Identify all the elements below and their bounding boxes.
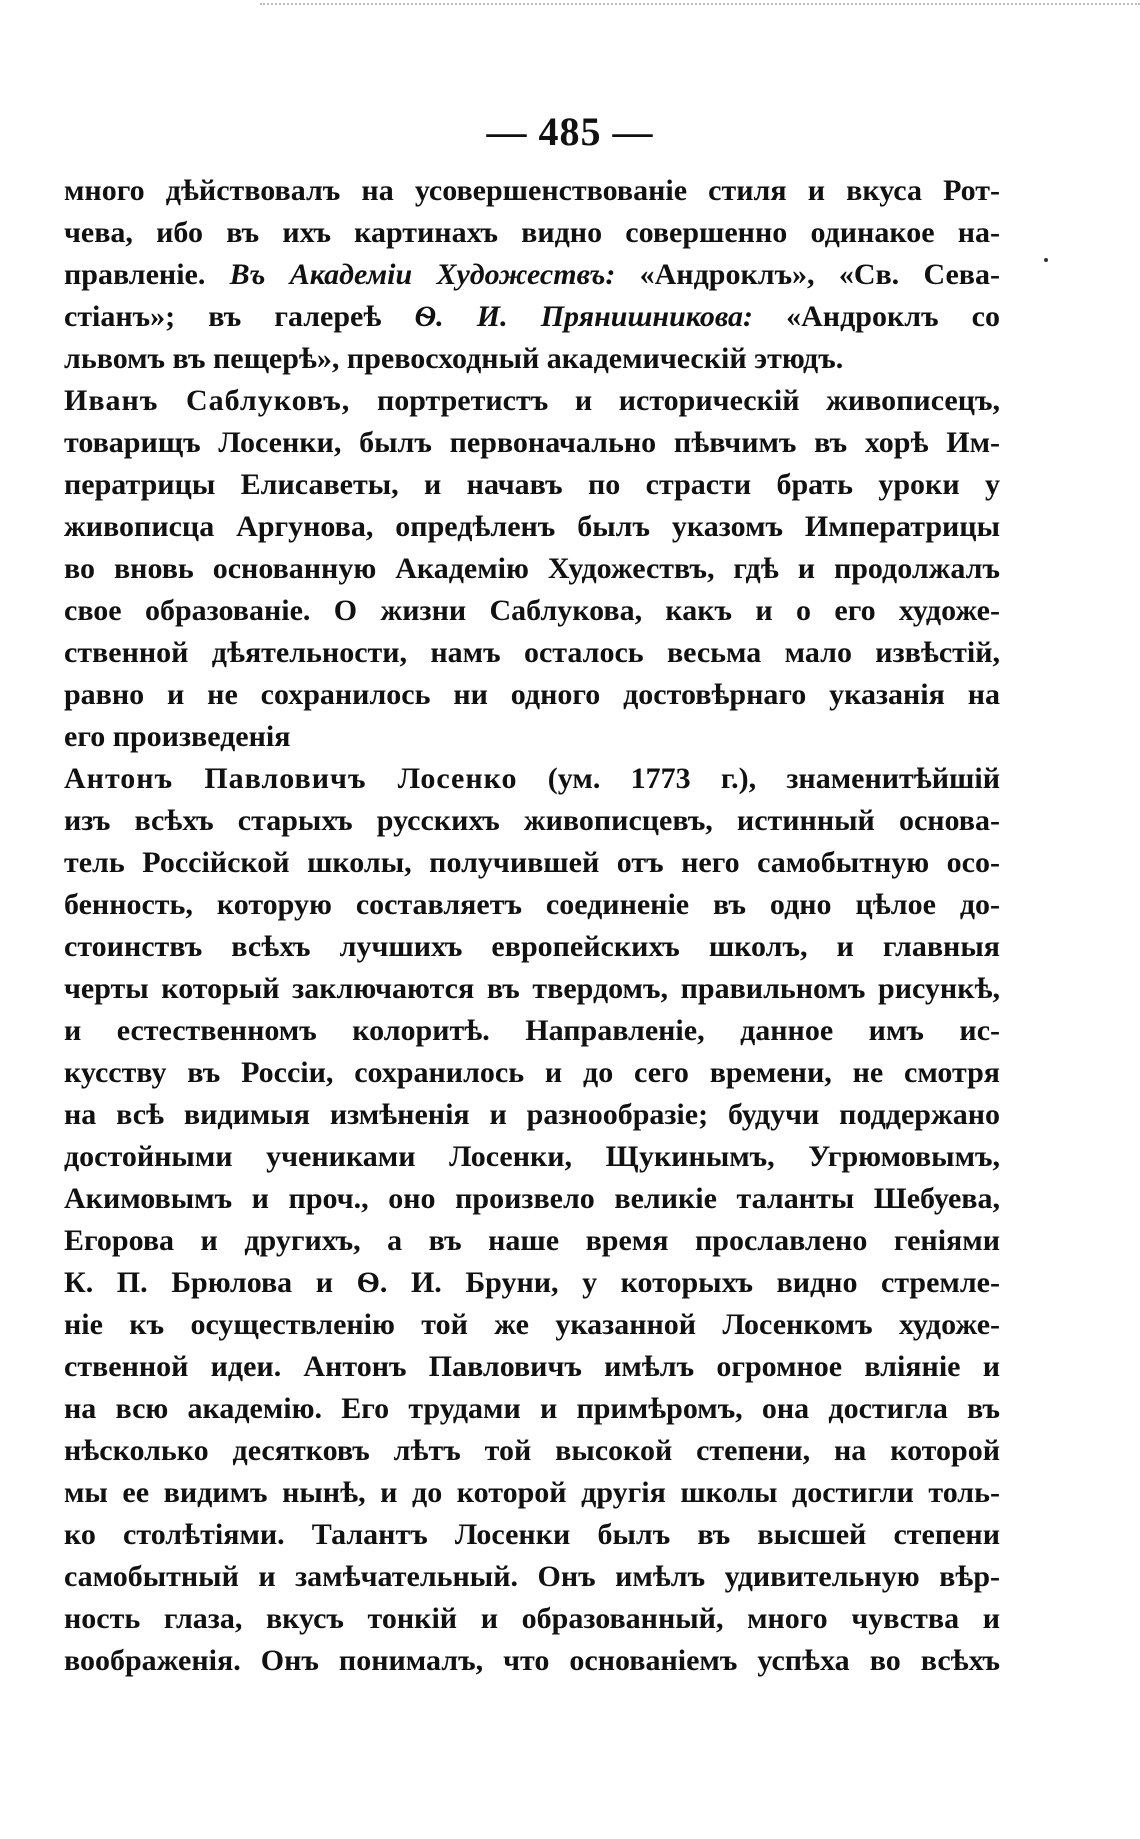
text-line (64, 590, 1000, 632)
page-number: — 485 — (486, 109, 654, 154)
text-segment: Акимовымъ и проч., оно произвело великіе таланты Шебуева, (64, 1182, 1000, 1215)
text-line (64, 1514, 1000, 1556)
text-segment: тель Россійской школы, получившей отъ него самобытную осо- (64, 846, 1000, 879)
text-line (64, 212, 1000, 254)
text-segment: его произведенія (64, 720, 291, 753)
text-line (64, 884, 1000, 926)
text-line (64, 842, 1000, 884)
text-segment: портретистъ и историческій живописецъ, (350, 384, 1000, 417)
text-segment: и естественномъ колоритѣ. Направленіе, данное имъ ис- (64, 1014, 1000, 1047)
text-line (64, 338, 1000, 380)
text-segment: воображенія. Онъ понималъ, что основаніемъ успѣха во всѣхъ (64, 1644, 1000, 1677)
person-name: Иванъ Саблуковъ, (64, 384, 351, 417)
italic-reference: Въ Академіи Художествъ: (229, 258, 616, 291)
text-segment: на всѣ видимыя измѣненія и разнообразіе; будучи поддержано (64, 1098, 1000, 1131)
text-segment: достойными учениками Лосенки, Щукинымъ, Угрюмовымъ, (64, 1140, 1000, 1173)
text-line (64, 170, 1000, 212)
text-segment: правленіе. (64, 258, 230, 291)
text-line (64, 1598, 1000, 1640)
text-segment: львомъ въ пещерѣ», превосходный академическій этюдъ. (64, 342, 844, 375)
text-segment: изъ всѣхъ старыхъ русскихъ живописцевъ, истинный основа- (64, 804, 1000, 837)
text-segment: на всю академію. Его трудами и примѣромъ, она достигла въ (64, 1392, 1000, 1425)
text-line (64, 1304, 1000, 1346)
text-line (64, 380, 1000, 422)
text-line (64, 716, 1000, 758)
text-segment: нѣсколько десятковъ лѣтъ той высокой степени, на которой (64, 1434, 1000, 1467)
text-segment: товарищъ Лосенки, былъ первоначально пѣвчимъ въ хорѣ Им- (64, 426, 1000, 459)
text-line (64, 506, 1000, 548)
text-line (64, 800, 1000, 842)
text-segment: равно и не сохранилось ни одного достовѣрнаго указанія на (64, 678, 1000, 711)
text-line (64, 968, 1000, 1010)
text-segment: стоинствъ всѣхъ лучшихъ европейскихъ школъ, и главныя (64, 930, 1000, 963)
italic-reference: Ѳ. И. Прянишникова: (414, 300, 754, 333)
text-segment: Егорова и другихъ, а въ наше время прославлено геніями (64, 1224, 1000, 1257)
text-line (64, 674, 1000, 716)
text-line (64, 1262, 1000, 1304)
text-segment: бенность, которую составляетъ соединеніе въ одно цѣлое до- (64, 888, 1000, 921)
text-line (64, 548, 1000, 590)
text-segment: во вновь основанную Академію Художествъ, гдѣ и продолжалъ (64, 552, 1000, 585)
text-line (64, 926, 1000, 968)
text-line (64, 1052, 1000, 1094)
text-segment: ность глаза, вкусъ тонкій и образованный, много чувства и (64, 1602, 1000, 1635)
text-line (64, 1178, 1000, 1220)
text-line (64, 1430, 1000, 1472)
text-line (64, 1640, 1000, 1682)
text-segment: чева, ибо въ ихъ картинахъ видно совершенно одинакое на- (64, 216, 1000, 249)
text-segment: ственной идеи. Антонъ Павловичъ имѣлъ огромное вліяніе и (64, 1350, 1000, 1383)
text-line (64, 758, 1000, 800)
text-segment: самобытный и замѣчательный. Онъ имѣлъ удивительную вѣр- (64, 1560, 1000, 1593)
text-line (64, 1346, 1000, 1388)
text-line (64, 1220, 1000, 1262)
text-line (64, 1388, 1000, 1430)
text-segment: кусству въ Россіи, сохранилось и до сего времени, не смотря (64, 1056, 1000, 1089)
text-segment: ко столѣтіями. Талантъ Лосенки былъ въ высшей степени (64, 1518, 1000, 1551)
text-segment: К. П. Брюлова и Ѳ. И. Бруни, у которыхъ видно стремле- (64, 1266, 1000, 1299)
text-segment: много дѣйствовалъ на усовершенствованіе стиля и вкуса Рот- (64, 174, 1000, 207)
scan-speck (1044, 258, 1048, 262)
text-segment: стіанъ»; въ галереѣ (64, 300, 415, 333)
text-segment: ператрицы Елисаветы, и начавъ по страсти брать уроки у (64, 468, 1000, 501)
text-line (64, 1472, 1000, 1514)
text-segment: черты который заключаются въ твердомъ, правильномъ рисункѣ, (64, 972, 1000, 1005)
text-line (64, 296, 1000, 338)
text-segment: «Андроклъ», «Св. Сева- (615, 258, 1000, 291)
text-line (64, 1556, 1000, 1598)
text-line (64, 632, 1000, 674)
text-segment: ніе къ осуществленію той же указанной Лосенкомъ художе- (64, 1308, 1000, 1341)
person-name: Антонъ Павловичъ Лосенко (64, 762, 518, 795)
text-line (64, 1094, 1000, 1136)
text-segment: (ум. 1773 г.), знаменитѣйшій (517, 762, 1000, 795)
text-segment: «Андроклъ со (753, 300, 1000, 333)
text-segment: живописца Аргунова, опредѣленъ былъ указомъ Императрицы (64, 510, 1000, 543)
scan-top-edge (260, 3, 1140, 5)
text-line (64, 464, 1000, 506)
text-segment: свое образованіе. О жизни Саблукова, какъ и о его художе- (64, 594, 1000, 627)
text-line (64, 422, 1000, 464)
text-line (64, 254, 1000, 296)
text-line (64, 1136, 1000, 1178)
body-text (64, 170, 1000, 1682)
text-segment: ственной дѣятельности, намъ осталось весьма мало извѣстій, (64, 636, 1000, 669)
text-line (64, 1010, 1000, 1052)
text-segment: мы ее видимъ нынѣ, и до которой другія школы достигли толь- (64, 1476, 1000, 1509)
